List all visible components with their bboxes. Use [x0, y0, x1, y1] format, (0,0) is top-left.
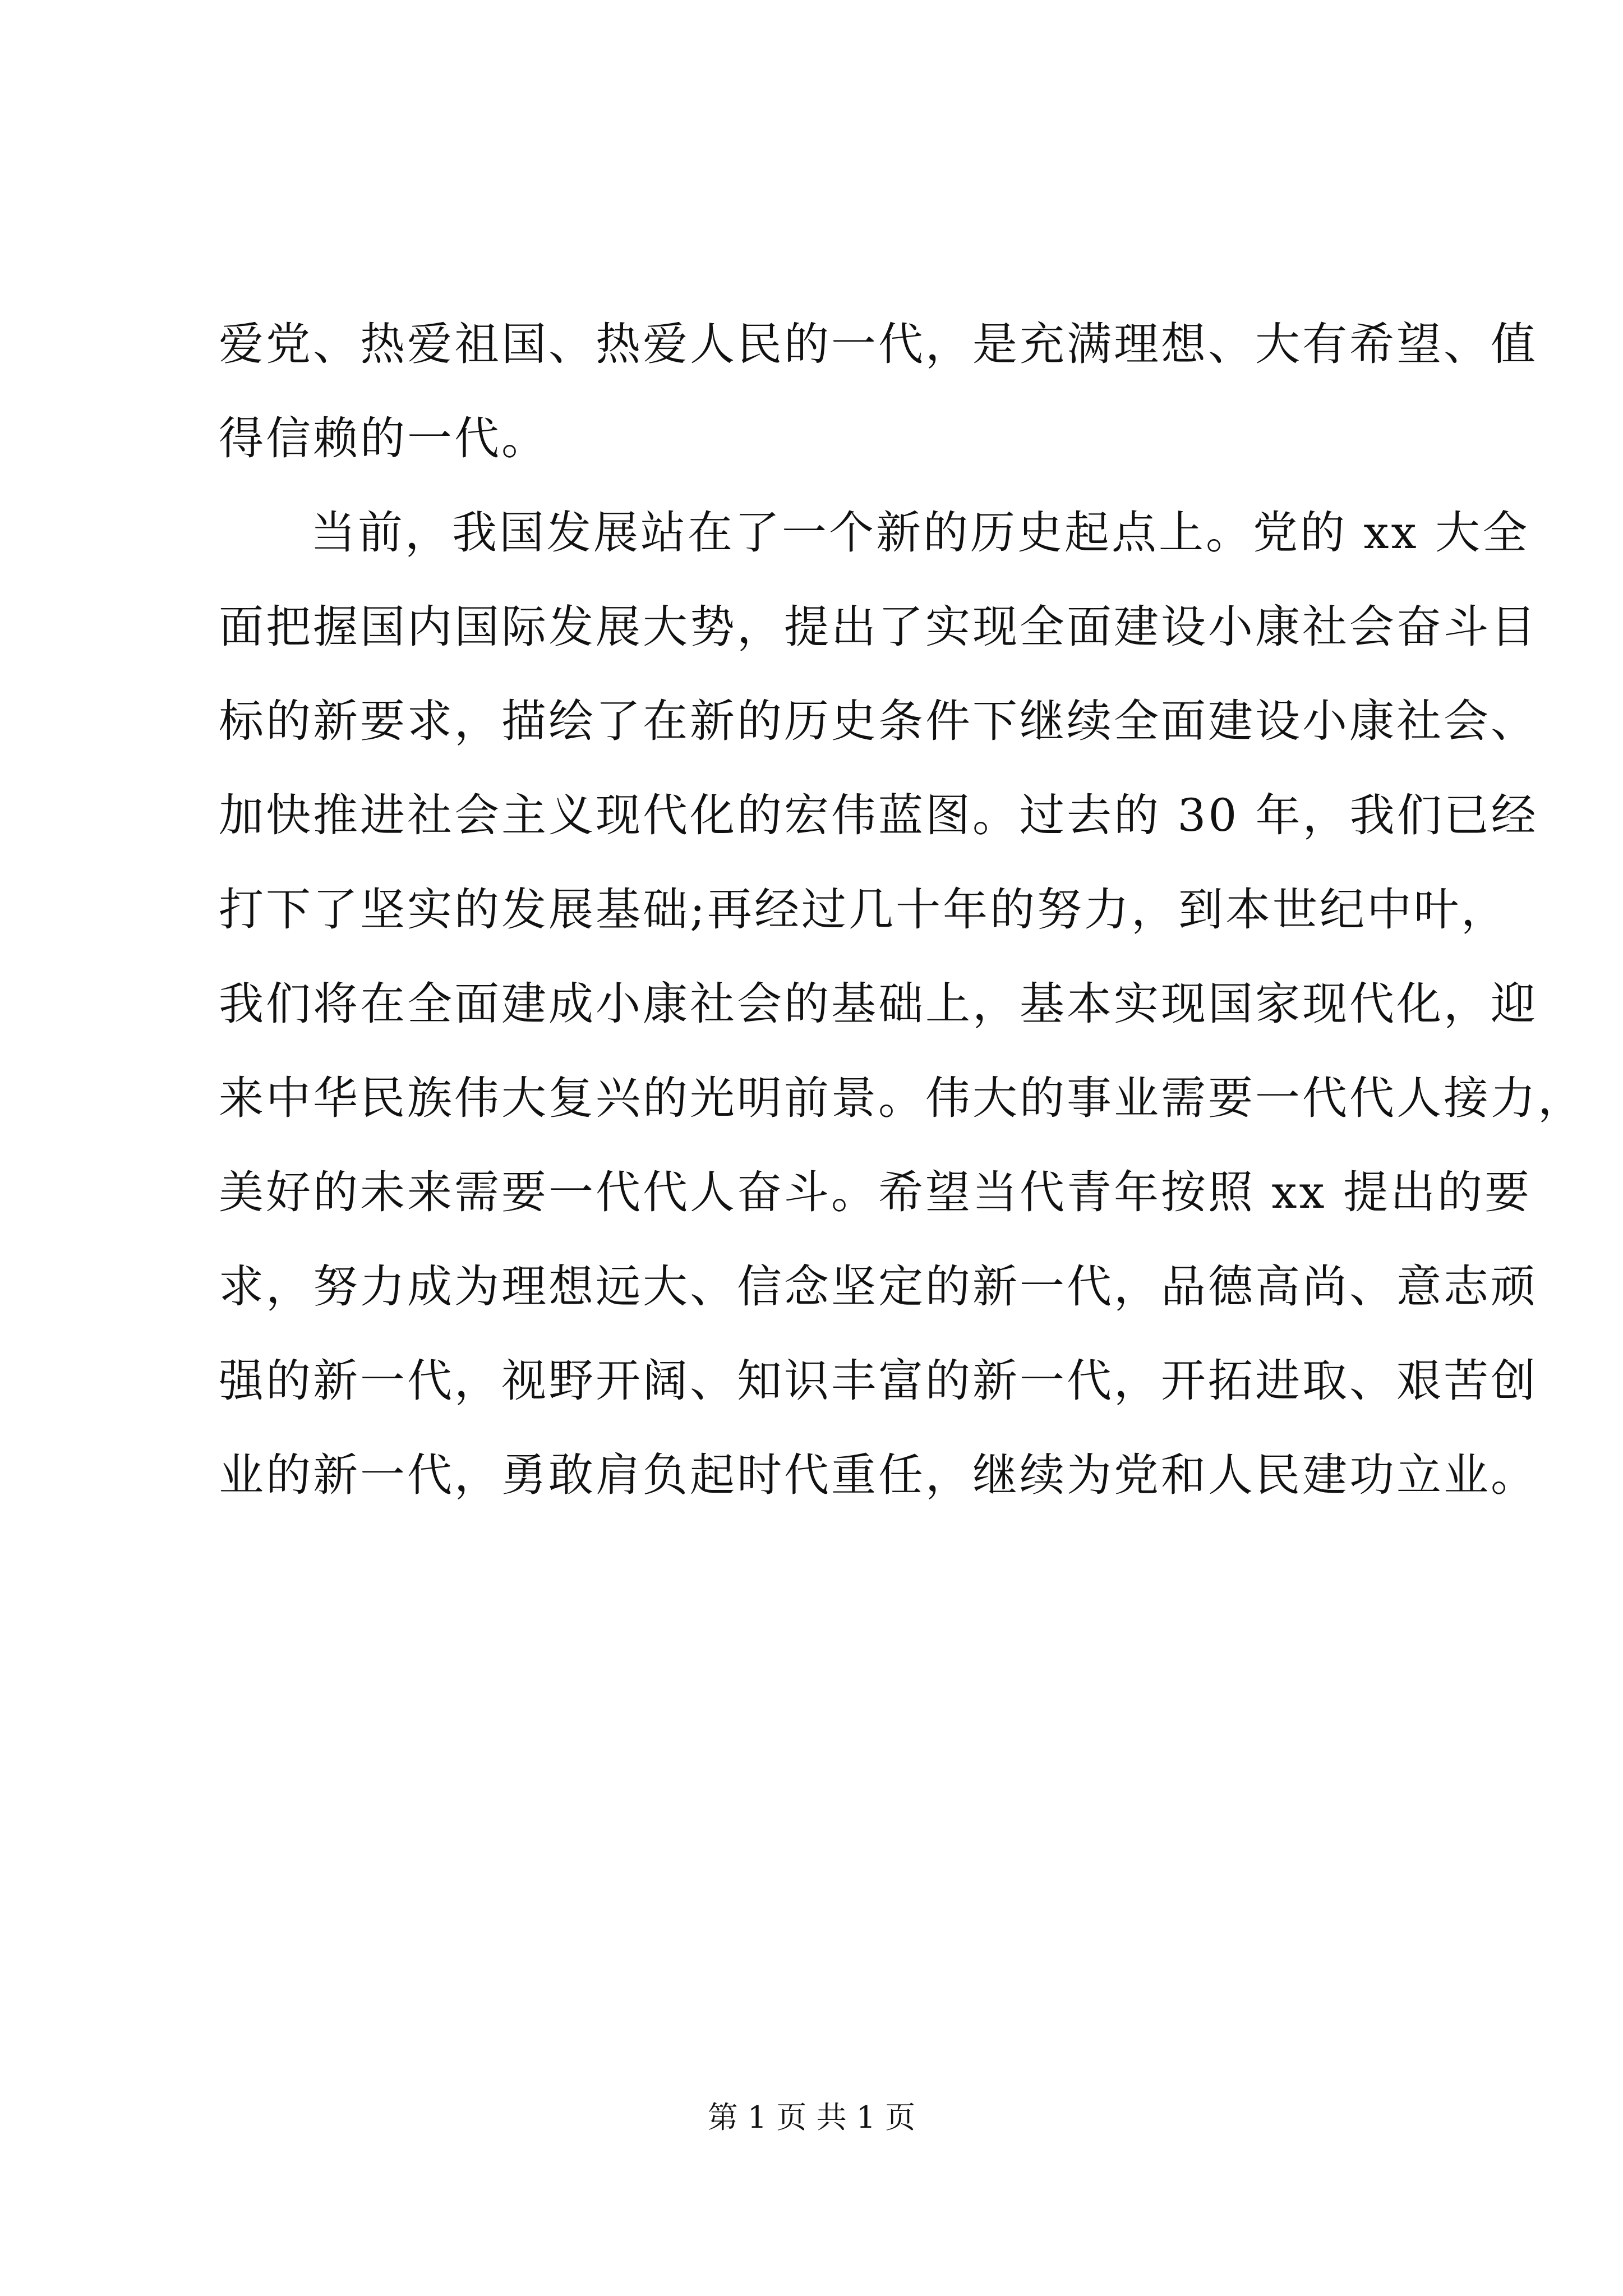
- paragraph-line: 来中华民族伟大复兴的光明前景。伟大的事业需要一代代人接力，: [219, 1072, 1585, 1124]
- paragraph-2: [219, 486, 1585, 1522]
- page-number-label: 第 1 页 共 1 页: [707, 2100, 916, 2135]
- paragraph-line: 打下了坚实的发展基础;再经过几十年的努力，到本世纪中叶，: [219, 884, 1508, 936]
- document-body: [219, 297, 1585, 1522]
- paragraph-line: 业的新一代，勇敢肩负起时代重任，继续为党和人民建功立业。: [219, 1449, 1538, 1501]
- paragraph-line: 得信赖的一代。: [219, 412, 548, 464]
- paragraph-line: 当前，我国发展站在了一个新的历史起点上。党的 xx 大全: [311, 507, 1530, 559]
- paragraph-line: 美好的未来需要一代代人奋斗。希望当代青年按照 xx 提出的要: [219, 1166, 1532, 1218]
- paragraph-1: [219, 297, 1538, 486]
- paragraph-line: 强的新一代，视野开阔、知识丰富的新一代，开拓进取、艰苦创: [219, 1355, 1538, 1407]
- paragraph-line: 面把握国内国际发展大势，提出了实现全面建设小康社会奋斗目: [219, 601, 1538, 653]
- paragraph-line: 爱党、热爱祖国、热爱人民的一代，是充满理想、大有希望、值: [219, 318, 1538, 370]
- paragraph-line: 我们将在全面建成小康社会的基础上，基本实现国家现代化，迎: [219, 978, 1538, 1030]
- paragraph-line: 标的新要求，描绘了在新的历史条件下继续全面建设小康社会、: [219, 695, 1538, 747]
- paragraph-line: 加快推进社会主义现代化的宏伟蓝图。过去的 30 年，我们已经: [219, 789, 1538, 841]
- page-footer: [0, 2095, 1623, 2140]
- paragraph-line: 求，努力成为理想远大、信念坚定的新一代，品德高尚、意志顽: [219, 1260, 1538, 1313]
